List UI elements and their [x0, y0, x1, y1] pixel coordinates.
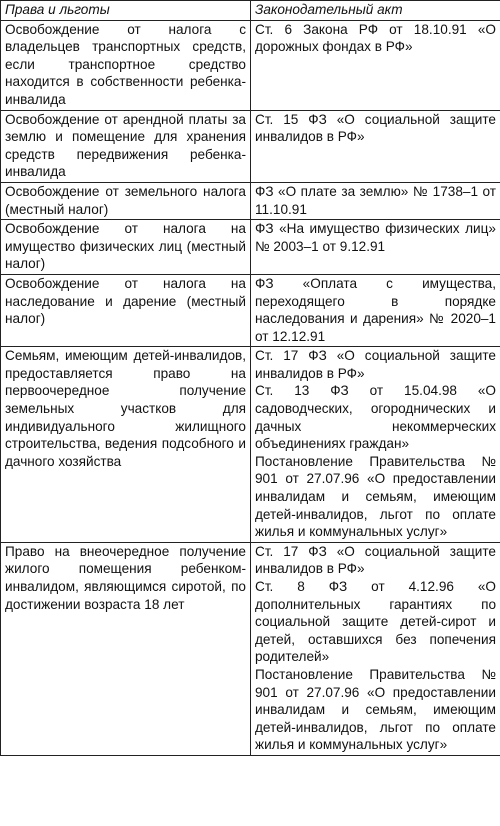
act-text: Ст. 15 ФЗ «О социальной защите инвалидов в РФ» — [255, 111, 496, 145]
act-text: ФЗ «На имущество физических лиц» № 2003–1 от 9.12.91 — [255, 221, 496, 254]
table-row — [1, 220, 500, 275]
right-cell: Освобождение от арендной платы за землю и помещение для хранения средств передвижения ребенка-инвалида — [1, 110, 251, 182]
table-row — [1, 542, 500, 755]
act-cell — [251, 347, 500, 543]
right-cell: Освобождение от налога на имущество физических лиц (местный налог) — [1, 220, 251, 275]
table-row — [1, 110, 500, 182]
act-text: Ст. 13 ФЗ от 15.04.98 «О садоводческих, огороднических и дачных некоммерческих объединениях граждан» — [255, 383, 496, 452]
act-cell — [251, 274, 500, 346]
table-row — [1, 274, 500, 346]
right-cell: Освобождение от налога с владельцев транспортных средств, если транспортное средство находится в собственности ребенка-инвалида — [1, 20, 251, 110]
act-text: Постановление Правительства № 901 от 27.07.96 «О предоставлении инвалидам и семьям, имеющим детей-инвалидов, льгот по оплате жилья и коммунальных услуг» — [255, 666, 496, 753]
act-text: ФЗ «Оплата с имущества, переходящего в порядке наследования и дарения» № 2020–1 от 12.12.91 — [255, 275, 496, 344]
act-text: Постановление Правительства № 901 от 27.07.96 «О предоставлении инвалидам и семьям, имеющим детей-инвалидов, льгот по оплате жилья и коммунальных услуг» — [255, 453, 496, 540]
act-text: Ст. 17 ФЗ «О социальной защите инвалидов в РФ» — [255, 543, 496, 577]
act-cell — [251, 110, 500, 182]
act-text: Ст. 8 ФЗ от 4.12.96 «О дополнительных гарантиях по социальной защите детей-сирот и детей, оставшихся без попечения родителей» — [255, 579, 496, 665]
header-row — [1, 1, 500, 21]
right-cell: Семьям, имеющим детей-инвалидов, предоставляется право на первоочередное получение земельных участков для индивидуального жилищного строительства, ведения подсобного и дачного хозяйства — [1, 347, 251, 543]
act-text: Ст. 6 Закона РФ от 18.10.91 «О дорожных фондах в РФ» — [255, 21, 496, 55]
act-cell — [251, 542, 500, 755]
header-legislative-act: Законодательный акт — [251, 1, 500, 21]
table-row — [1, 20, 500, 110]
act-cell — [251, 220, 500, 275]
act-cell — [251, 182, 500, 219]
table-row — [1, 347, 500, 543]
act-text: ФЗ «О плате за землю» № 1738–1 от 11.10.91 — [255, 183, 496, 217]
header-rights: Права и льготы — [1, 1, 251, 21]
act-cell — [251, 20, 500, 110]
right-cell: Освобождение от налога на наследование и дарение (местный налог) — [1, 274, 251, 346]
table-row — [1, 182, 500, 219]
right-cell: Право на внеочередное получение жилого помещения ребенком-инвалидом, являющимся сиротой, по достижении возраста 18 лет — [1, 542, 251, 755]
act-text: Ст. 17 ФЗ «О социальной защите инвалидов в РФ» — [255, 348, 496, 381]
right-cell: Освобождение от земельного налога (местный налог) — [1, 182, 251, 219]
